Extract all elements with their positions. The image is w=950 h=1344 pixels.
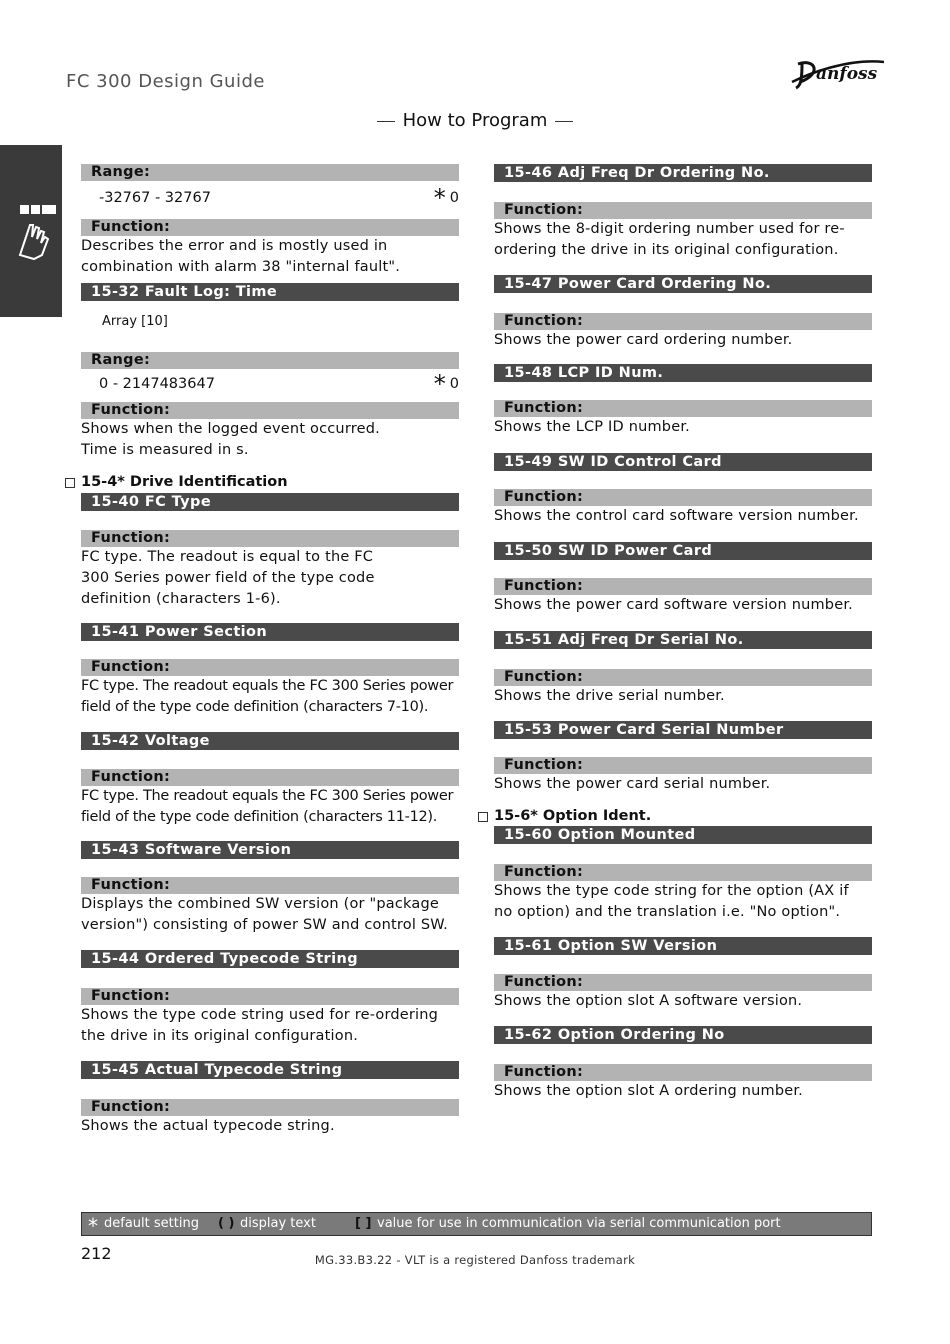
array-text: Array [10] (102, 314, 168, 329)
parameter-title-15-61: 15-61 Option SW Version (494, 937, 872, 955)
function-text: FC type. The readout equals the FC 300 Series power field of the type code definition (characters 11-12). (81, 788, 454, 825)
parameter-title-15-47: 15-47 Power Card Ordering No. (494, 275, 872, 293)
function-text: Shows the type code string used for re-ordering the drive in its original configuration. (81, 1007, 439, 1044)
group-heading-15-4 (81, 474, 459, 490)
range-value: -32767 - 32767 (99, 190, 211, 206)
default-value (434, 183, 459, 213)
legend-bracket-symbol: [ ] (355, 1216, 372, 1231)
section-title-text: How to Program (402, 110, 548, 131)
function-label: Function: (81, 1099, 459, 1116)
default-star-icon: * (433, 370, 446, 398)
group-heading-text: 15-4* Drive Identification (81, 474, 288, 490)
right-column (494, 164, 872, 1102)
function-label: Function: (81, 219, 459, 236)
function-text: Shows the power card ordering number. (494, 332, 793, 348)
parameter-title-15-51: 15-51 Adj Freq Dr Serial No. (494, 631, 872, 649)
function-text: Shows the LCP ID number. (494, 419, 690, 435)
function-text: Shows when the logged event occurred. (81, 421, 380, 437)
function-text: Shows the option slot A software version. (494, 993, 803, 1009)
left-column (81, 164, 459, 1137)
title-dash-right (555, 121, 573, 122)
parameter-title-15-45: 15-45 Actual Typecode String (81, 1061, 459, 1079)
parameter-title-15-46: 15-46 Adj Freq Dr Ordering No. (494, 164, 872, 182)
page-number: 212 (81, 1244, 112, 1263)
function-label: Function: (81, 530, 459, 547)
function-label: Function: (81, 659, 459, 676)
legend-display: display text (240, 1216, 316, 1231)
function-text: Shows the type code string for the option (AX if no option) and the translation i.e. "No option". (494, 883, 849, 920)
trademark-text: MG.33.B3.22 - VLT is a registered Danfoss trademark (314, 1253, 636, 1267)
function-text: Shows the 8-digit ordering number used for re-ordering the drive in its original configuration. (494, 221, 845, 258)
default-number: 0 (449, 190, 459, 206)
function-label: Function: (494, 313, 872, 330)
function-text: Shows the power card software version number. (494, 597, 853, 613)
function-text: Shows the power card serial number. (494, 776, 771, 792)
parameter-title-15-41: 15-41 Power Section (81, 623, 459, 641)
parameter-title-15-49: 15-49 SW ID Control Card (494, 453, 872, 471)
function-label: Function: (494, 489, 872, 506)
function-text: FC type. The readout equals the FC 300 Series power field of the type code definition (characters 7-10). (81, 678, 454, 715)
function-label: Function: (81, 402, 459, 419)
range-row (81, 369, 459, 399)
function-text: Shows the option slot A ordering number. (494, 1083, 803, 1099)
group-heading-text: 15-6* Option Ident. (494, 808, 652, 824)
function-label: Function: (494, 1064, 872, 1081)
hand-pointer-icon (0, 145, 62, 317)
default-number: 0 (449, 376, 459, 392)
parameter-title-15-42: 15-42 Voltage (81, 732, 459, 750)
range-value: 0 - 2147483647 (99, 376, 215, 392)
parameter-title-15-53: 15-53 Power Card Serial Number (494, 721, 872, 739)
parameter-title-15-44: 15-44 Ordered Typecode String (81, 950, 459, 968)
function-text: Shows the actual typecode string. (81, 1118, 335, 1134)
function-label: Function: (81, 988, 459, 1005)
legend-bar (81, 1212, 872, 1236)
function-text: FC type. The readout is equal to the FC 300 Series power field of the type code definition (characters 1-6). (81, 549, 375, 607)
function-label: Function: (494, 669, 872, 686)
function-text: Shows the drive serial number. (494, 688, 725, 704)
function-text: Describes the error and is mostly used in combination with alarm 38 "internal fault". (81, 238, 401, 275)
function-label: Function: (494, 757, 872, 774)
parameter-title-15-43: 15-43 Software Version (81, 841, 459, 859)
svg-text:anfoss: anfoss (816, 64, 878, 84)
function-label: Function: (81, 877, 459, 894)
range-label: Range: (81, 352, 459, 369)
function-label: Function: (494, 864, 872, 881)
range-row (81, 183, 459, 213)
parameter-title-15-40: 15-40 FC Type (81, 493, 459, 511)
legend-default: default setting (104, 1216, 199, 1231)
section-title (0, 110, 950, 131)
legend-paren-symbol: ( ) (218, 1216, 235, 1231)
checkbox-icon (478, 812, 488, 822)
function-text: Time is measured in s. (81, 442, 249, 458)
title-dash-left (377, 121, 395, 122)
function-text: Displays the combined SW version (or "package version") consisting of power SW and control SW. (81, 896, 448, 933)
function-label: Function: (494, 974, 872, 991)
chapter-tab (0, 145, 62, 317)
parameter-title-15-50: 15-50 SW ID Power Card (494, 542, 872, 560)
legend-value: value for use in communication via serial communication port (377, 1216, 781, 1231)
parameter-title-15-32: 15-32 Fault Log: Time (81, 283, 459, 301)
parameter-title-15-48: 15-48 LCP ID Num. (494, 364, 872, 382)
default-star-icon: * (88, 1214, 98, 1238)
default-star-icon: * (433, 184, 446, 212)
parameter-title-15-60: 15-60 Option Mounted (494, 826, 872, 844)
danfoss-logo (788, 52, 888, 92)
parameter-title-15-62: 15-62 Option Ordering No (494, 1026, 872, 1044)
function-label: Function: (494, 202, 872, 219)
function-label: Function: (494, 578, 872, 595)
function-text: Shows the control card software version number. (494, 508, 859, 524)
function-label: Function: (494, 400, 872, 417)
function-label: Function: (81, 769, 459, 786)
checkbox-icon (65, 478, 75, 488)
document-title: FC 300 Design Guide (66, 71, 265, 92)
group-heading-15-6 (494, 808, 872, 824)
range-label: Range: (81, 164, 459, 181)
default-value (434, 369, 459, 399)
